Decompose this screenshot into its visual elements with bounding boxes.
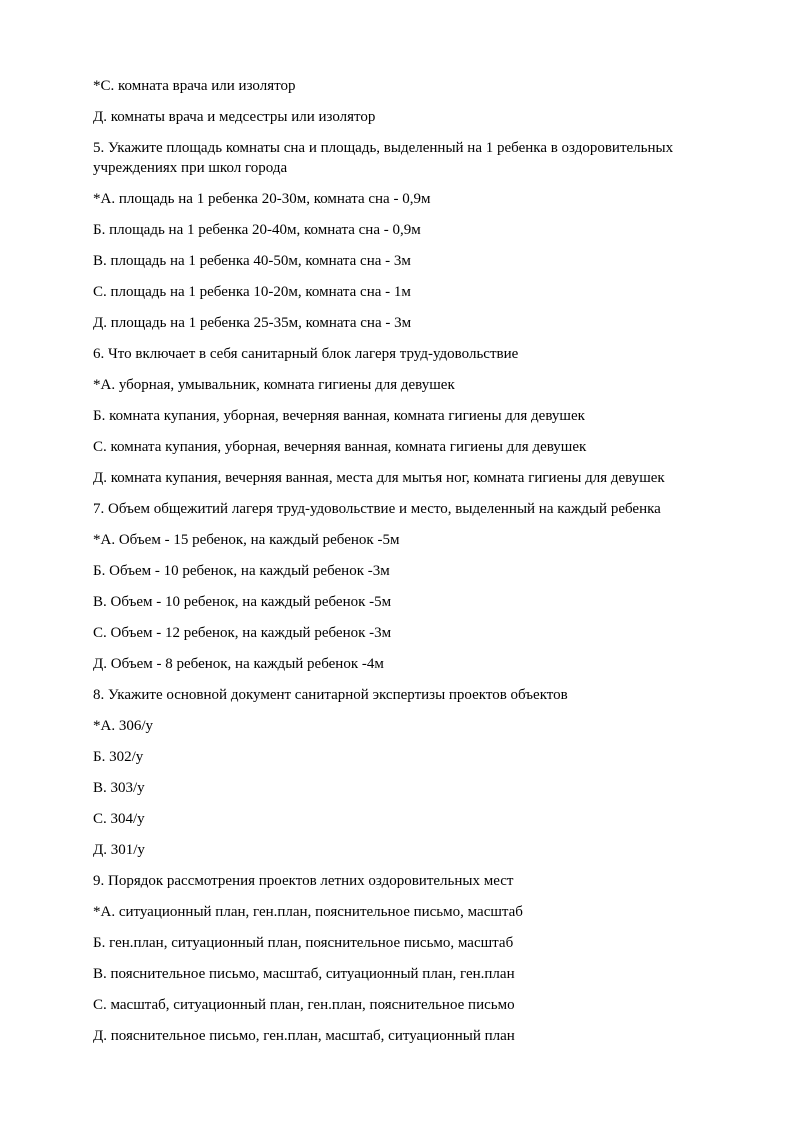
answer-option: Д. пояснительное письмо, ген.план, масштаб, ситуационный план [93, 1028, 515, 1044]
answer-option: В. площадь на 1 ребенка 40-50м, комната сна - 3м [93, 253, 411, 269]
answer-option: Б. площадь на 1 ребенка 20-40м, комната сна - 0,9м [93, 222, 421, 238]
answer-option: В. пояснительное письмо, масштаб, ситуационный план, ген.план [93, 966, 515, 982]
document-body [93, 76, 733, 1057]
answer-option: *С. комната врача или изолятор [93, 78, 296, 94]
answer-option: С. комната купания, уборная, вечерняя ванная, комната гигиены для девушек [93, 439, 587, 455]
answer-option: *А. Объем - 15 ребенок, на каждый ребенок -5м [93, 532, 400, 548]
answer-option: Б. 302/у [93, 749, 144, 765]
answer-option: С. 304/у [93, 811, 145, 827]
answer-option: Б. комната купания, уборная, вечерняя ванная, комната гигиены для девушек [93, 408, 585, 424]
answer-option: В. 303/у [93, 780, 145, 796]
question-text: 8. Укажите основной документ санитарной экспертизы проектов объектов [93, 687, 568, 703]
answer-option: *А. площадь на 1 ребенка 20-30м, комната сна - 0,9м [93, 191, 431, 207]
answer-option: С. площадь на 1 ребенка 10-20м, комната сна - 1м [93, 284, 411, 300]
question-text: 5. Укажите площадь комнаты сна и площадь, выделенный на 1 ребенка в оздоровительных учреждениях при школ города [93, 140, 674, 176]
question-text: 6. Что включает в себя санитарный блок лагеря труд-удовольствие [93, 346, 519, 362]
answer-option: Д. 301/у [93, 842, 145, 858]
answer-option: С. Объем - 12 ребенок, на каждый ребенок -3м [93, 625, 392, 641]
question-text: 9. Порядок рассмотрения проектов летних оздоровительных мест [93, 873, 514, 889]
answer-option: С. масштаб, ситуационный план, ген.план, пояснительное письмо [93, 997, 515, 1013]
answer-option: *А. 306/у [93, 718, 153, 734]
answer-option: Д. комнаты врача и медсестры или изолятор [93, 109, 376, 125]
answer-option: Б. ген.план, ситуационный план, пояснительное письмо, масштаб [93, 935, 514, 951]
question-text: 7. Объем общежитий лагеря труд-удовольствие и место, выделенный на каждый ребенка [93, 501, 661, 517]
answer-option: Д. площадь на 1 ребенка 25-35м, комната сна - 3м [93, 315, 412, 331]
answer-option: *А. уборная, умывальник, комната гигиены для девушек [93, 377, 455, 393]
answer-option: Б. Объем - 10 ребенок, на каждый ребенок -3м [93, 563, 390, 579]
answer-option: Д. комната купания, вечерняя ванная, места для мытья ног, комната гигиены для девушек [93, 470, 665, 486]
answer-option: Д. Объем - 8 ребенок, на каждый ребенок -4м [93, 656, 384, 672]
answer-option: *А. ситуационный план, ген.план, пояснительное письмо, масштаб [93, 904, 523, 920]
answer-option: В. Объем - 10 ребенок, на каждый ребенок -5м [93, 594, 392, 610]
